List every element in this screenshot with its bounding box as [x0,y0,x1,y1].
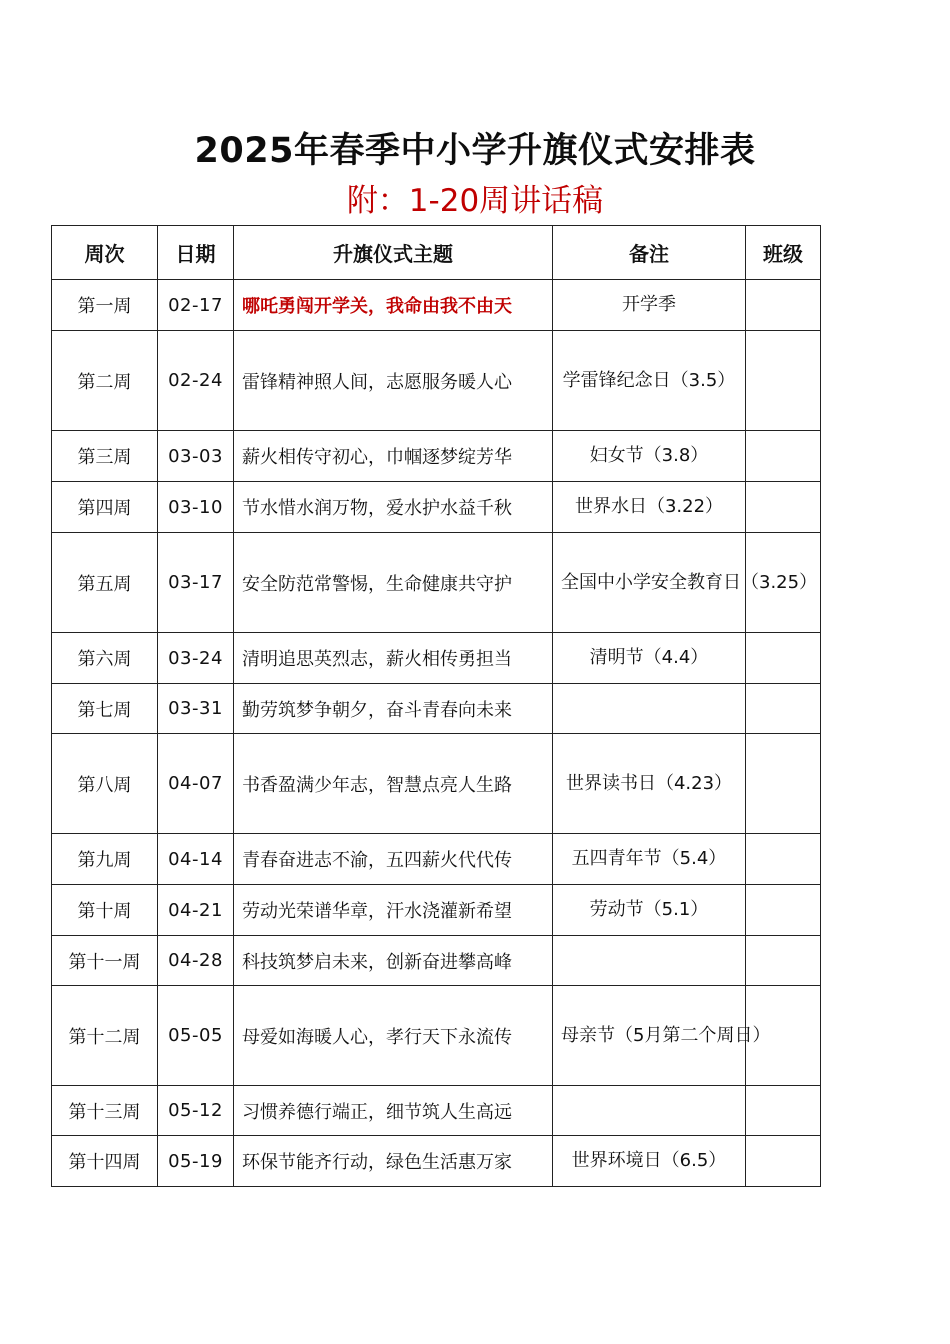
week-cell: 第五周 [52,533,158,633]
date-cell: 03-31 [158,684,234,734]
note-cell: 全国中小学安全教育日（3.25） [553,533,746,633]
header-class: 班级 [746,226,821,280]
table-row [52,280,821,331]
theme-cell: 薪火相传守初心，巾帼逐梦绽芳华 [234,431,553,482]
note-cell: 妇女节（3.8） [553,431,746,482]
table-row [52,633,821,684]
table-row [52,834,821,885]
week-cell: 第一周 [52,280,158,331]
week-cell: 第三周 [52,431,158,482]
table-row [52,1136,821,1187]
week-cell: 第二周 [52,331,158,431]
date-cell: 03-24 [158,633,234,684]
class-cell [746,734,821,834]
class-cell [746,1086,821,1136]
header-date: 日期 [158,226,234,280]
theme-cell: 节水惜水润万物，爱水护水益千秋 [234,482,553,533]
note-cell: 劳动节（5.1） [553,885,746,936]
table-row [52,885,821,936]
table-row [52,936,821,986]
note-cell [553,936,746,986]
date-cell: 02-24 [158,331,234,431]
theme-cell: 书香盈满少年志，智慧点亮人生路 [234,734,553,834]
theme-cell: 母爱如海暖人心，孝行天下永流传 [234,986,553,1086]
date-cell: 04-21 [158,885,234,936]
header-note: 备注 [553,226,746,280]
week-cell: 第八周 [52,734,158,834]
date-cell: 03-10 [158,482,234,533]
theme-cell: 习惯养德行端正，细节筑人生高远 [234,1086,553,1136]
date-cell: 04-28 [158,936,234,986]
class-cell [746,482,821,533]
theme-cell: 安全防范常警惕，生命健康共守护 [234,533,553,633]
table-row [52,986,821,1086]
theme-cell: 科技筑梦启未来，创新奋进攀高峰 [234,936,553,986]
class-cell [746,684,821,734]
header-theme: 升旗仪式主题 [234,226,553,280]
date-cell: 05-19 [158,1136,234,1187]
week-cell: 第十二周 [52,986,158,1086]
week-cell: 第九周 [52,834,158,885]
date-cell: 03-03 [158,431,234,482]
theme-cell: 雷锋精神照人间，志愿服务暖人心 [234,331,553,431]
theme-cell: 劳动光荣谱华章，汗水浇灌新希望 [234,885,553,936]
table-row [52,482,821,533]
note-cell [553,1086,746,1136]
table-row [52,734,821,834]
note-cell: 清明节（4.4） [553,633,746,684]
class-cell [746,834,821,885]
week-cell: 第七周 [52,684,158,734]
theme-cell: 青春奋进志不渝，五四薪火代代传 [234,834,553,885]
date-cell: 05-05 [158,986,234,1086]
week-cell: 第十三周 [52,1086,158,1136]
date-cell: 03-17 [158,533,234,633]
note-cell [553,684,746,734]
note-cell: 世界读书日（4.23） [553,734,746,834]
theme-cell-highlighted: 哪吒勇闯开学关，我命由我不由天 [234,280,553,331]
flag-ceremony-schedule-table [51,225,821,1187]
note-cell: 学雷锋纪念日（3.5） [553,331,746,431]
table-row [52,1086,821,1136]
class-cell [746,280,821,331]
note-cell: 世界环境日（6.5） [553,1136,746,1187]
table-row [52,431,821,482]
table-row [52,533,821,633]
week-cell: 第十周 [52,885,158,936]
theme-cell: 清明追思英烈志，薪火相传勇担当 [234,633,553,684]
week-cell: 第六周 [52,633,158,684]
theme-cell: 环保节能齐行动，绿色生活惠万家 [234,1136,553,1187]
class-cell [746,431,821,482]
date-cell: 04-07 [158,734,234,834]
table-row [52,331,821,431]
class-cell [746,1136,821,1187]
note-cell: 开学季 [553,280,746,331]
week-cell: 第十一周 [52,936,158,986]
note-cell: 母亲节（5月第二个周日） [553,986,746,1086]
week-cell: 第四周 [52,482,158,533]
note-cell: 五四青年节（5.4） [553,834,746,885]
document-title: 2025年春季中小学升旗仪式安排表 [194,131,756,171]
note-cell: 世界水日（3.22） [553,482,746,533]
document-subtitle: 附：1-20周讲话稿 [346,183,604,219]
table-row [52,684,821,734]
class-cell [746,885,821,936]
date-cell: 04-14 [158,834,234,885]
class-cell [746,331,821,431]
theme-cell: 勤劳筑梦争朝夕，奋斗青春向未来 [234,684,553,734]
table-header-row [52,226,821,280]
date-cell: 05-12 [158,1086,234,1136]
class-cell [746,633,821,684]
week-cell: 第十四周 [52,1136,158,1187]
class-cell [746,936,821,986]
date-cell: 02-17 [158,280,234,331]
header-week: 周次 [52,226,158,280]
